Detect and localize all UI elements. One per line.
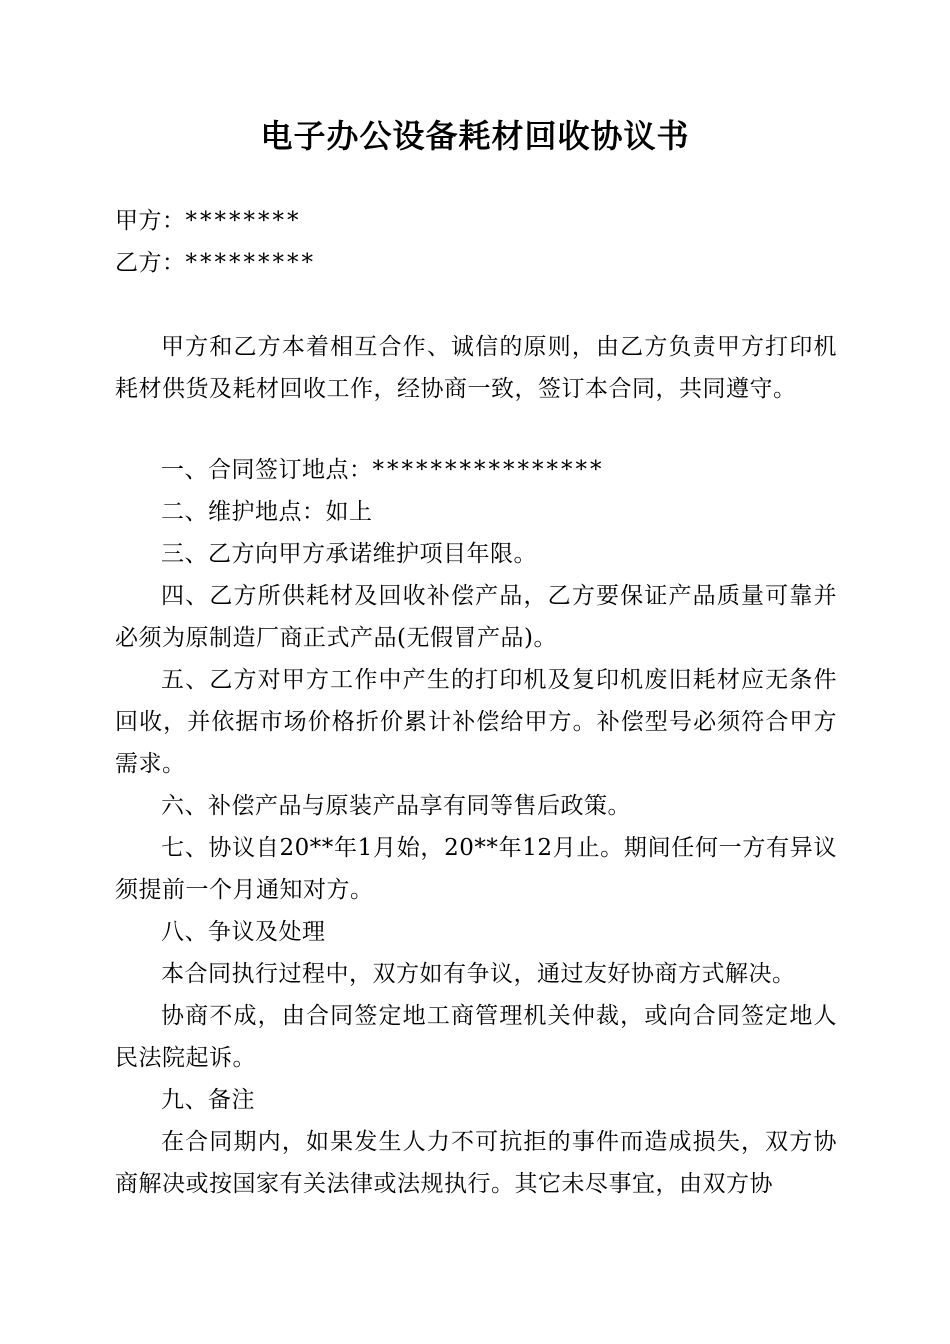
- clause-3: 三、乙方向甲方承诺维护项目年限。: [161, 541, 537, 567]
- document-title: 电子办公设备耗材回收协议书: [260, 117, 690, 155]
- clause-7: 七、协议自20**年1月始，20**年12月止。期间任何一方有异议须提前一个月通知对方。: [115, 835, 837, 903]
- parties-block: [115, 200, 837, 284]
- clause-1-label: 一、合同签订地点：: [161, 457, 373, 483]
- clause-8-paragraph-1: 本合同执行过程中，双方如有争议，通过友好协商方式解决。: [161, 961, 796, 987]
- intro-paragraph: 甲方和乙方本着相互合作、诚信的原则，由乙方负责甲方打印机耗材供货及耗材回收工作，经协商一致，签订本合同，共同遵守。: [115, 334, 837, 402]
- clauses-block: [115, 449, 837, 1205]
- party-a-value: ********: [185, 208, 302, 234]
- clause-6: 六、补偿产品与原装产品享有同等售后政策。: [161, 793, 631, 819]
- clause-5: 五、乙方对甲方工作中产生的打印机及复印机废旧耗材应无条件回收，并依据市场价格折价累计补偿给甲方。补偿型号必须符合甲方需求。: [115, 667, 837, 777]
- clause-4: 四、乙方所供耗材及回收补偿产品，乙方要保证产品质量可靠并必须为原制造厂商正式产品(无假冒产品)。: [115, 583, 837, 651]
- intro-block: [115, 326, 837, 410]
- party-b-line: [115, 242, 837, 284]
- clause-9-heading: 九、备注: [161, 1087, 255, 1113]
- clause-8-heading: 八、争议及处理: [161, 919, 326, 945]
- party-b-label: 乙方：: [115, 250, 186, 276]
- party-b-value: *********: [185, 250, 316, 276]
- clause-9-paragraph: 在合同期内，如果发生人力不可抗拒的事件而造成损失，双方协商解决或按国家有关法律或法规执行。其它未尽事宜，由双方协: [115, 1129, 837, 1197]
- clause-8-paragraph-2: 协商不成，由合同签定地工商管理机关仲裁，或向合同签定地人民法院起诉。: [115, 1003, 837, 1071]
- clause-1-value: ****************: [372, 457, 605, 483]
- party-a-label: 甲方：: [115, 208, 186, 234]
- party-a-line: [115, 200, 837, 242]
- clause-2: 二、维护地点：如上: [161, 499, 373, 525]
- clause-1: [115, 449, 837, 491]
